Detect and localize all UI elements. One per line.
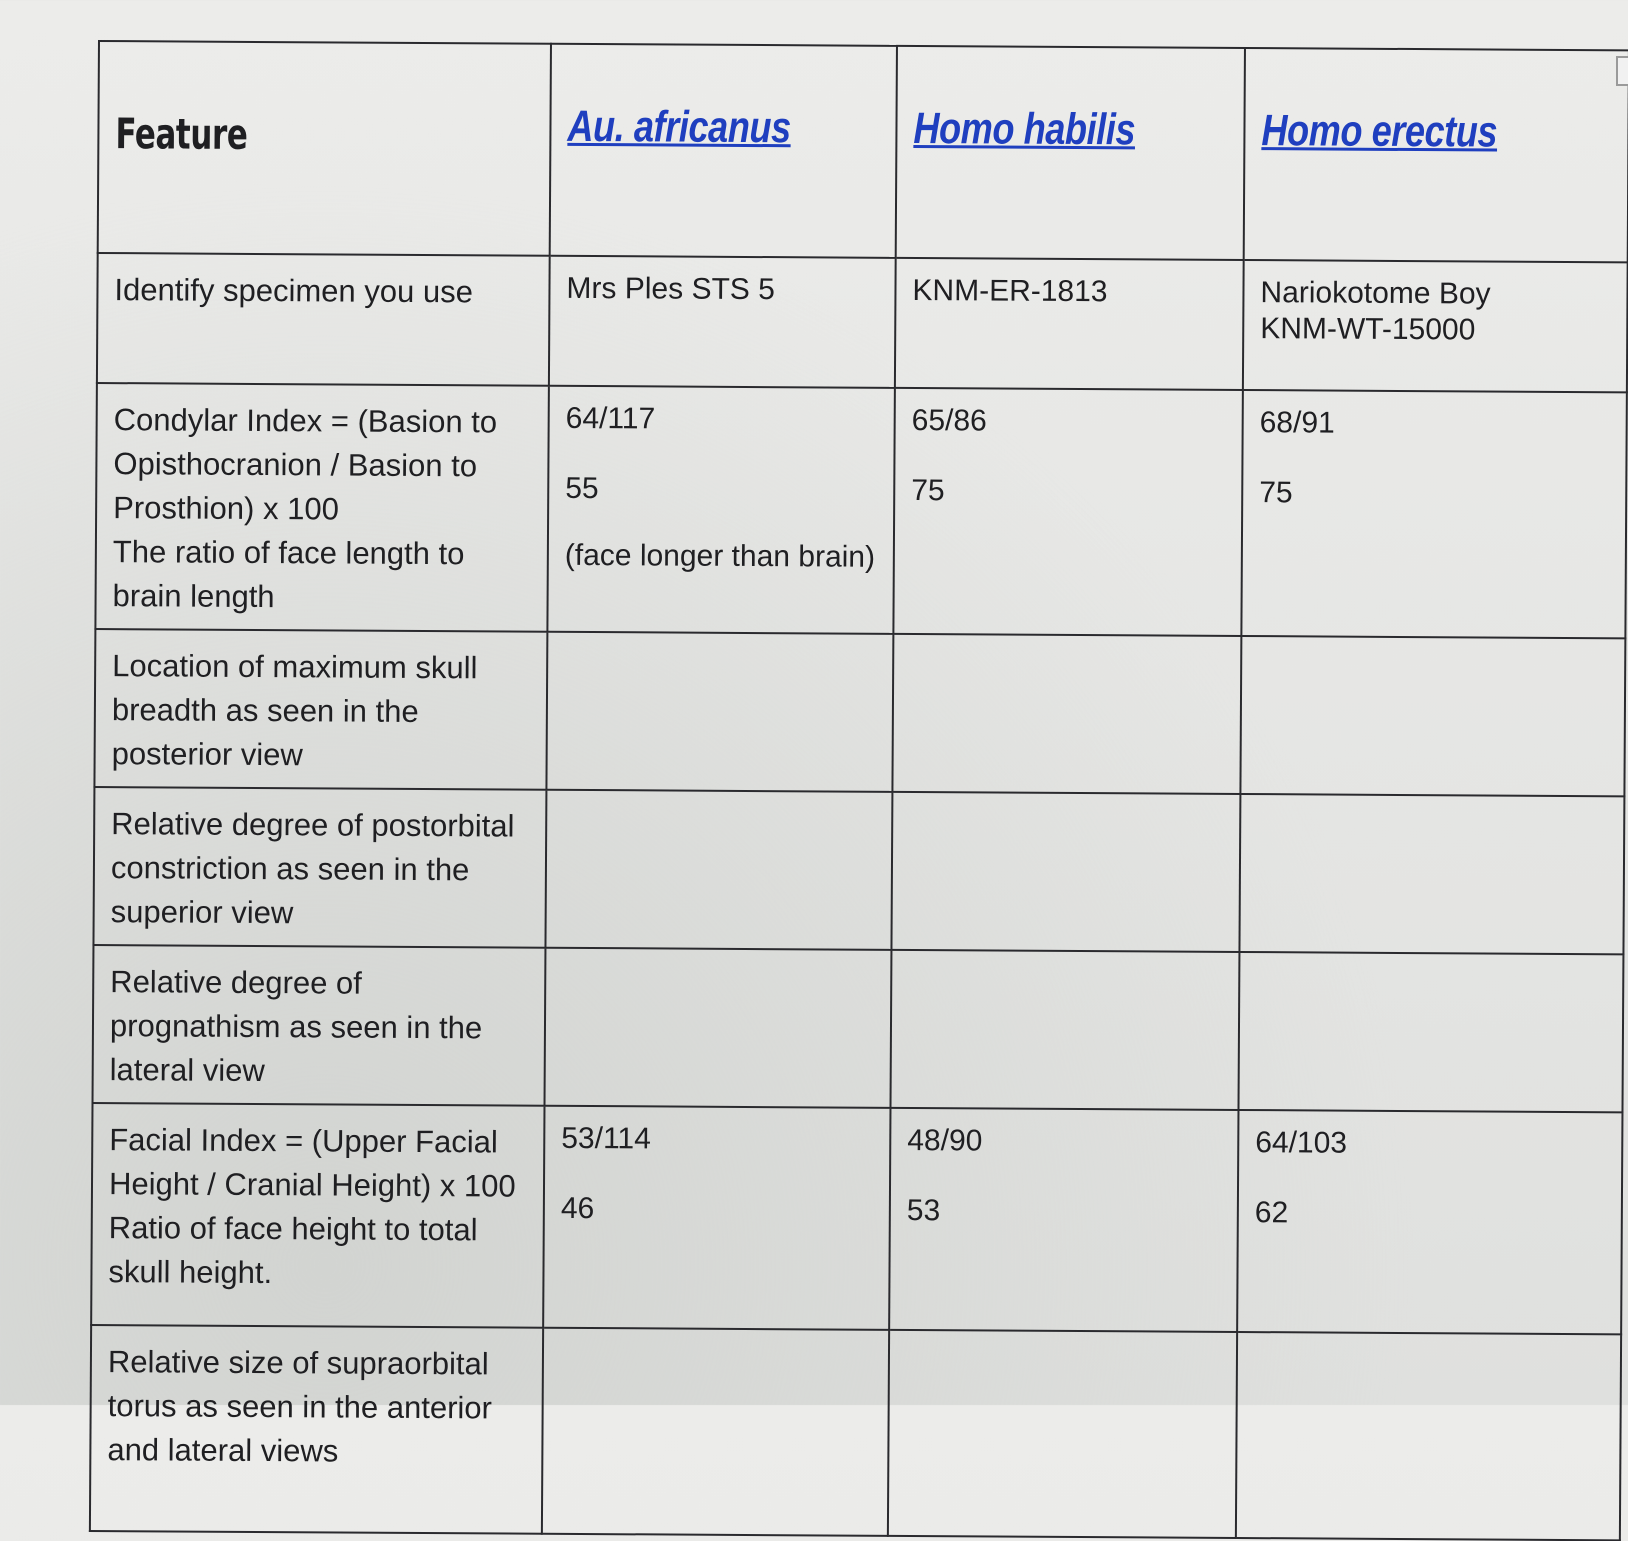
- table-row-prognathism: [93, 945, 1624, 1112]
- index-value: 62: [1254, 1196, 1289, 1230]
- feature-label: Relative degree of prognathism as seen in the lateral view: [109, 964, 483, 1089]
- value-cell-erectus[interactable]: [1240, 636, 1625, 796]
- value-cell-erectus[interactable]: [1243, 260, 1628, 392]
- index-value: 75: [911, 473, 945, 508]
- specimen-habilis: KNM-ER-1813: [912, 273, 1108, 309]
- feature-cell: [90, 1325, 543, 1534]
- table-row-skull-breadth: [94, 629, 1625, 796]
- link-homo-erectus[interactable]: Homo erectus: [1261, 106, 1498, 157]
- index-value: 46: [560, 1191, 595, 1226]
- link-au-africanus[interactable]: Au. africanus: [567, 101, 791, 153]
- value-cell-erectus[interactable]: [1238, 952, 1623, 1112]
- value-cell-habilis[interactable]: [892, 634, 1241, 794]
- value-cell-habilis[interactable]: [891, 792, 1240, 952]
- feature-label: Identify specimen you use: [114, 272, 474, 310]
- feature-label: Relative degree of postorbital constriction as seen in the superior view: [110, 806, 515, 931]
- document-sheet: [89, 40, 1628, 1541]
- link-homo-habilis[interactable]: Homo habilis: [913, 103, 1136, 155]
- specimen-erectus: Nariokotome Boy KNM-WT-15000: [1260, 276, 1491, 347]
- header-cell-africanus: [550, 44, 897, 258]
- value-cell-africanus[interactable]: [544, 948, 891, 1108]
- value-cell-africanus[interactable]: [549, 256, 896, 388]
- value-cell-africanus[interactable]: [546, 632, 893, 792]
- ratio-value: 53/114: [561, 1121, 651, 1156]
- value-cell-africanus[interactable]: [547, 386, 894, 634]
- feature-heading: Feature: [115, 109, 248, 159]
- ratio-value: 64/103: [1255, 1126, 1348, 1160]
- table-row-facial-index: [91, 1103, 1622, 1334]
- value-cell-erectus[interactable]: [1237, 1110, 1622, 1334]
- index-value: 75: [1259, 476, 1293, 510]
- table-row-specimen: [97, 253, 1628, 392]
- value-cell-africanus[interactable]: [542, 1328, 889, 1536]
- value-cell-habilis[interactable]: [888, 1330, 1237, 1538]
- comparison-table: [89, 40, 1628, 1541]
- feature-label: Facial Index = (Upper Facial Height / Cranial Height) x 100 Ratio of face height to total skull height.: [108, 1122, 516, 1291]
- feature-cell: [91, 1103, 544, 1328]
- feature-label: Condylar Index = (Basion to Opisthocranion / Basion to Prosthion) x 100 The ratio of face length to brain length: [112, 402, 498, 615]
- value-cell-africanus[interactable]: [545, 790, 892, 950]
- table-row-postorbital-constriction: [93, 787, 1624, 954]
- header-cell-feature: [98, 41, 551, 256]
- feature-cell: [94, 629, 547, 790]
- index-value: 53: [906, 1193, 941, 1228]
- value-cell-erectus[interactable]: [1239, 794, 1624, 954]
- value-cell-erectus[interactable]: [1236, 1332, 1621, 1540]
- feature-cell: [97, 253, 550, 386]
- value-cell-habilis[interactable]: [893, 388, 1242, 636]
- ratio-value: 68/91: [1259, 406, 1335, 440]
- ratio-value: 65/86: [911, 403, 987, 438]
- value-cell-habilis[interactable]: [890, 950, 1239, 1110]
- value-cell-erectus[interactable]: [1241, 390, 1626, 638]
- specimen-africanus: Mrs Ples STS 5: [566, 271, 775, 307]
- value-cell-habilis[interactable]: [895, 258, 1244, 390]
- note-text: (face longer than brain): [564, 538, 876, 574]
- feature-label: Location of maximum skull breadth as seen in the posterior view: [111, 648, 478, 773]
- feature-label: Relative size of supraorbital torus as seen in the anterior and lateral views: [107, 1344, 493, 1469]
- feature-cell: [93, 787, 546, 948]
- value-cell-habilis[interactable]: [889, 1108, 1238, 1332]
- header-cell-habilis: [896, 46, 1245, 260]
- table-header-row: [98, 41, 1628, 262]
- feature-cell: [95, 383, 548, 632]
- table-row-supraorbital-torus: [90, 1325, 1621, 1540]
- table-row-condylar-index: [95, 383, 1626, 638]
- ratio-value: 64/117: [565, 401, 656, 436]
- feature-cell: [93, 945, 546, 1106]
- scrollbar-handle[interactable]: [1616, 56, 1628, 86]
- index-value: 55: [565, 471, 599, 506]
- header-cell-erectus: [1244, 48, 1628, 262]
- value-cell-africanus[interactable]: [543, 1106, 890, 1330]
- ratio-value: 48/90: [907, 1123, 983, 1158]
